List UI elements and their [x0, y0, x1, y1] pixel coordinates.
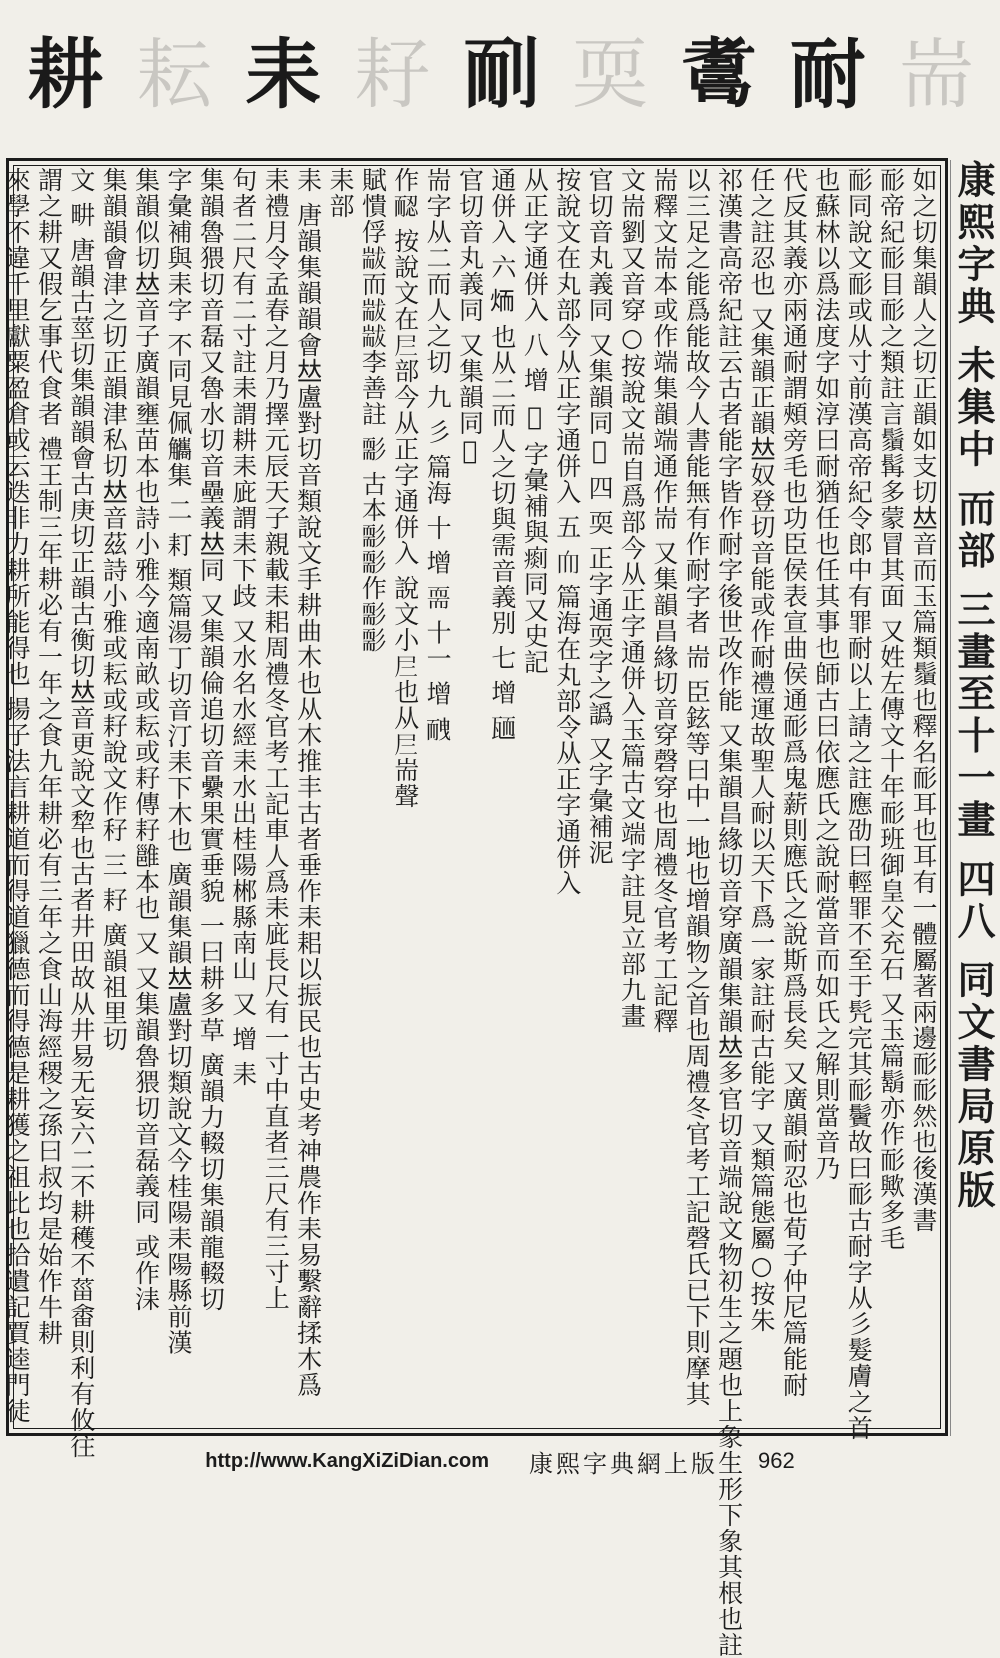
header-seal: 𦓎: [462, 30, 537, 119]
text-column: 字彙補與耒字 不同見佩觿集 二 耓 類篇湯丁切音汀耒下木也 廣韻集韻𠀤盧對切類說文今桂陽耒陽縣前漢: [164, 167, 194, 1356]
header-seal: 耒: [245, 30, 320, 119]
text-column: 耒 唐韻集韻韻會𠀤盧對切音類說文手耕曲木也从木推丰古者垂作耒耜以振民也古史考神農作耒易繫辭揉木爲: [293, 167, 323, 1398]
text-column: 也蘇林以爲法度字如淳曰耐猶任也任其事也師古曰依應氏之說耐當音而如氏之解則當音乃: [811, 167, 841, 1181]
text-column: 从正字通併入 八 增 𦓑 字彙補與𤸹同又史記: [520, 167, 550, 675]
site-name: 康熙字典網上版: [528, 1449, 718, 1478]
text-column: 謂之耕又假乞事代食者 禮王制三年耕必有一年之食九年耕必有三年之食山海經稷之孫曰叔均是始作牛耕: [34, 167, 64, 1346]
header-seal-faint: 耑: [898, 30, 973, 119]
text-column: 官切音丸義同 又集韻同𦓊: [455, 167, 485, 466]
text-column: 代反其義亦兩通耐謂頰旁毛也功臣侯表宣曲侯通耏爲鬼薪則應氏之說斯爲長矣 又廣韻耐忍也荀子仲尼篇能耐: [779, 167, 809, 1398]
text-column: 集韻似切𠀤音子廣韻壅苗本也詩小雅今適南畝或耘或耔傳耔雝本也 又 又集韻魯猥切音磊義同 或作洡: [131, 167, 161, 1312]
text-column: 耑釋文耑本或作端集韻端通作耑 又集韻昌緣切音穿磬穿也周禮冬官考工記釋: [649, 167, 679, 1034]
text-column: 集韻魯猥切音磊又魯水切音壘義𠀤同 又集韻倫追切音纍果實垂貌 一曰耕多草 廣韻力輟切集韻龍輟切: [196, 167, 226, 1312]
text-column: 耏帝紀耏目耏之類註言鬚髯多蒙冒其面 又姓左傳文十年耏班御皇父充石 又玉篇鬍亦作耏歟多毛: [876, 167, 906, 1251]
text-column: 以三足之能爲能故今人書能無有作耐字者 耑 臣鉉等曰中一地也增韻物之首也周禮冬官考工記磬氏已下則摩其: [682, 167, 712, 1407]
header-seal: 耐: [789, 30, 864, 119]
header-seal-faint: 耘: [136, 30, 211, 119]
header-seal: 𦓃: [680, 30, 755, 119]
header-seal-band: [0, 0, 1000, 150]
site-url-link[interactable]: http://www.KangXiZiDian.com: [205, 1449, 489, 1472]
text-column: 如之切集韻人之切正韻如支切𠀤音而玉篇類鬚也釋名耏耳也耳有一體屬著兩邊耏耏然也後漢書: [909, 167, 938, 1233]
text-column: 耒禮月令孟春之月乃擇元辰天子親載耒耜周禮冬官考工記車人爲耒庛長尺有一寸中直者三尺有三寸上: [261, 167, 291, 1311]
text-column: 耑字从二而人之切 九 彡 篇海 十 增 𦓔 十一 增 𦓕: [423, 167, 453, 742]
text-column: 作𦓖 按說文在𡰥部今从正字通併入 說文小𡰥也从𡰥耑聲: [390, 167, 420, 809]
text-column: 集韻韻會津之切正韻津私切𠀤音茲詩小雅或耘或耔說文作秄 三 耔 廣韻祖里切: [99, 167, 129, 1052]
header-seal-faint: 耎: [571, 30, 646, 119]
page-footer: [0, 1442, 1000, 1480]
text-column: 祁漢書高帝紀註云古者能字皆作耐字後世改作能 又集韻昌緣切音穿廣韻集韻𠀤多官切音端說文物初生之題也上象生形下象其根也註: [714, 167, 744, 1658]
text-column: 任之註忍也 又集韻正韻𠀤奴登切音能或作耐禮運故聖人耐以天下爲一家註耐古能字 又類篇態屬○按朱: [747, 167, 777, 1333]
text-column: 賦憒俘𦓗而𦓗𦓗李善註 𦓘 古本𦓘𦓘作𦓘𦓘: [358, 167, 388, 653]
text-column: 來學不違千里獻粟盈倉或云迭非力耕所能得也 揚子法言耕道而得道獵德而得德是耕獲之祖比也拾遺記賈逵門徒: [2, 167, 32, 1424]
text-column: 文耑劉又音穿○按說文耑自爲部今从正字通併入玉篇古文端字註見立部九畫: [617, 167, 647, 1029]
text-column: 官切音丸義同 又集韻同𦓊 四 耎 正字通耎字之譌 又字彙補泥: [585, 167, 615, 866]
text-column: 按說文在丸部今从正字通併入 五 𦓐 篇海在丸部令从正字通併入: [552, 167, 582, 896]
header-seal-faint: 耔: [354, 30, 429, 119]
text-column: 通併入 六 𦓒 也从二而人之切與需音義別 七 增 𦓓: [487, 167, 517, 741]
text-column: 耒部: [325, 167, 355, 219]
text-column: 耏同說文耏或从寸前漢高帝紀令郎中有罪耐以上請之註應劭曰輕罪不至于髠完其耏鬢故曰耏古耐字从彡髮膚之首: [844, 167, 874, 1441]
text-column: 句者二尺有二寸註耒謂耕耒庛謂耒下歧 又水名水經耒水出桂陽郴縣南山 又 增 耒: [228, 167, 258, 1087]
header-seal: 耕: [27, 30, 102, 119]
text-column: 文 畊 唐韻古莖切集韻韻會古庚切正韻古衡切𠀤音更說文犂也古者井田故从井易无妄六二不耕穫不菑畬則利有攸往: [66, 167, 96, 1459]
page-side-title: 康熙字典 未集中 而部 三畫至十一畫 四八 同文書局原版: [951, 160, 996, 1213]
page-number: 962: [757, 1448, 795, 1473]
